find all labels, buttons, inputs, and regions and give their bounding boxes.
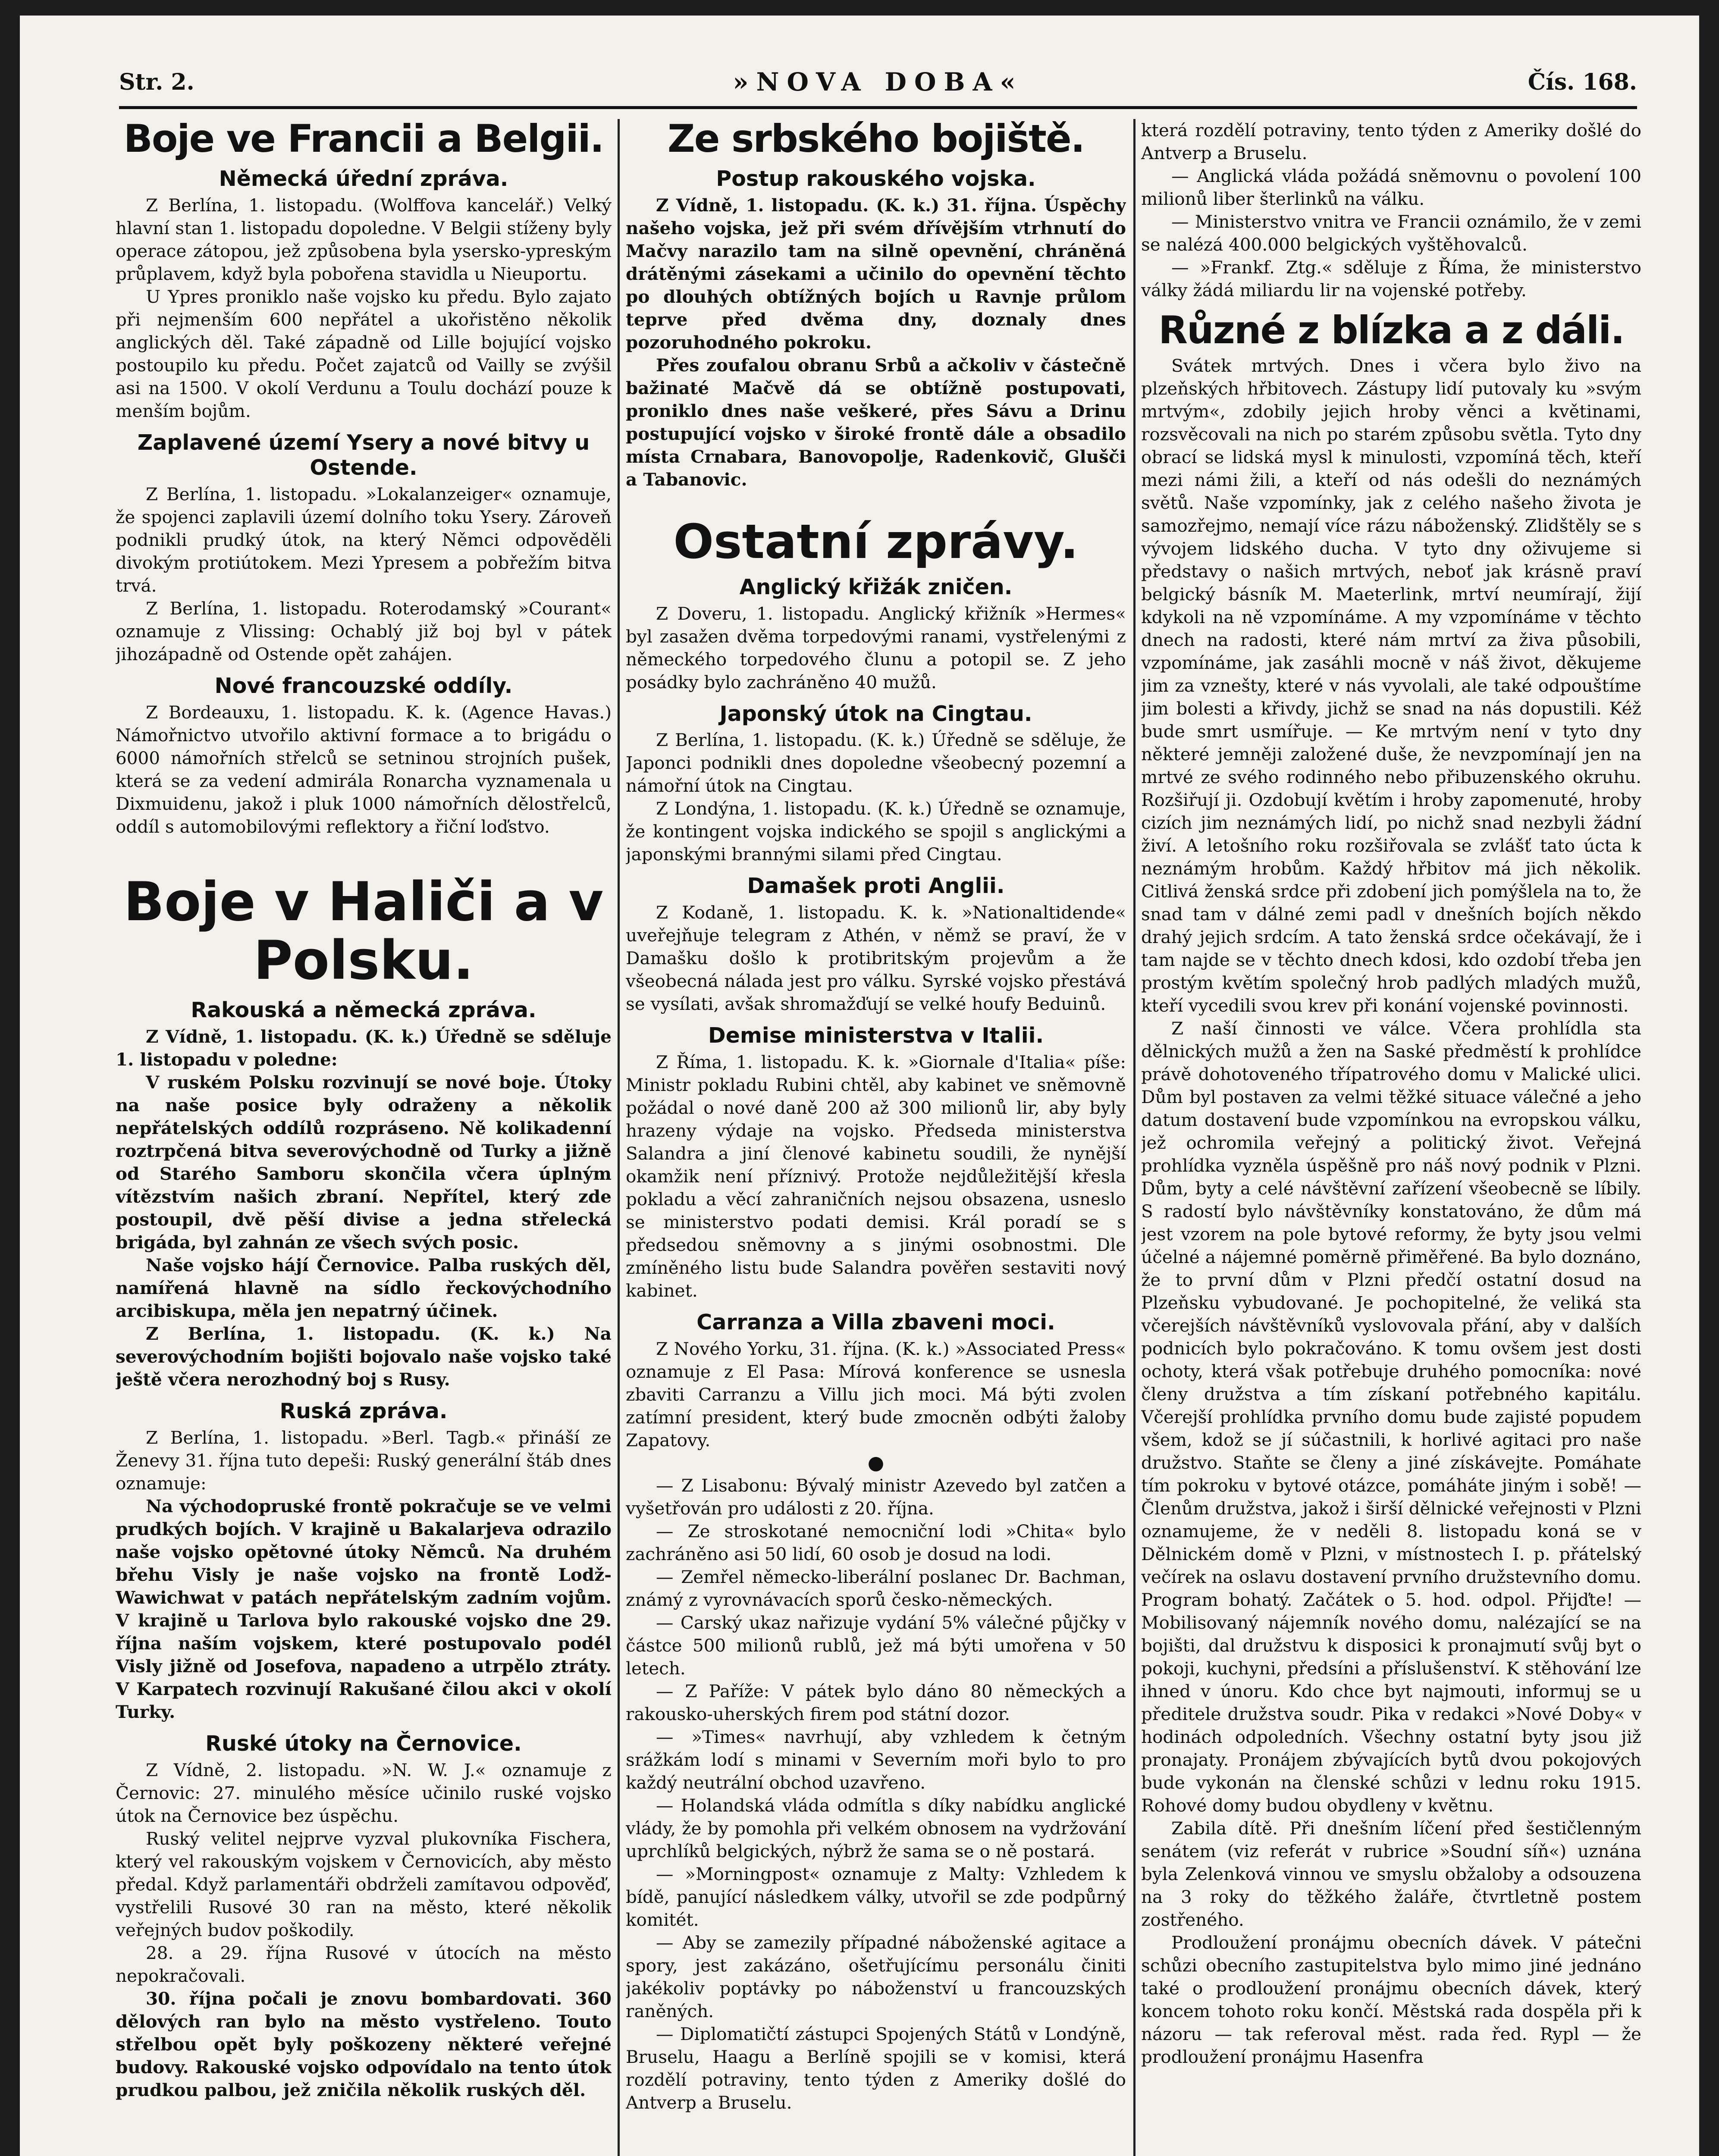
article-paragraph: Z Vídně, 1. listopadu. (K. k.) 31. října. Úspěchy našeho vojska, jež při svém dřívějším vtrhnutí do Mačvy narazilo tam na silně opevnění, chráněná drátěnými zásekami a učinilo do opevnění těchto po dlouhých obtížných bojích u Ravnje průlom teprve před dvěma dny, doznaly dnes pozoruhodného pokroku. (626, 195, 1126, 353)
article-paragraph: Z Londýna, 1. listopadu. (K. k.) Úředně se oznamuje, že kontingent vojska indického se spojil s anglickými a japonskými brannými silami před Cingtau. (626, 798, 1126, 865)
news-snippet: — »Frankf. Ztg.« sděluje z Říma, že ministerstvo války žádá miliardu lir na vojenské potřeby. (1141, 257, 1641, 301)
headline-serbian-front: Ze srbského bojiště. (667, 119, 1085, 161)
article-paragraph: Z Vídně, 2. listopadu. »N. W. J.« oznamuje z Černovic: 27. minulého měsíce učinilo ruské vojsko útok na Černovice bez úspěchu. (116, 1759, 612, 1826)
article-paragraph: Na východopruské frontě pokračuje se ve velmi prudkých bojích. V krajině u Bakalarjeva odrazilo naše vojsko opětovné útoky Němců. Na druhém břehu Visly je naše vojsko na frontě Lodž-Wawichwat v patách nepřátelským zadním vojům. V krajině u Tarlova bylo rakouské vojsko dne 29. října naším vojskem, které postupovalo podél Visly jižně od Josefova, napadeno a utrpělo ztráty. V Karpatech rozvinují Rakušané čilou akci v okolí Turky. (116, 1496, 612, 1723)
article-paragraph: Z Berlína, 1. listopadu. »Lokalanzeiger« oznamuje, že spojenci zaplavili území dolního toku Ysery. Zároveň podnikli prudký útok, na který Němci odpověděli divokým protiútokem. Mezi Ypresem a pobřežím bitva trvá. (116, 483, 612, 596)
news-snippet: — Ministerstvo vnitra ve Francii oznámilo, že v zemi se nalézá 400.000 belgických vyštěhovalců. (1141, 211, 1641, 255)
article-paragraph: Z Bordeauxu, 1. listopadu. K. k. (Agence Havas.) Námořnictvo utvořilo aktivní formace a to brigádu o 6000 námořních střelců se setninou strojních pušek, která se za vedení admirála Ronarcha vyznamenala u Dixmuidenu, jakož i pluk 1000 námořních dělostřelců, oddíl s automobilovými reflektory a řiční loďstvo. (116, 702, 612, 837)
article-paragraph: Z Berlína, 1. listopadu. »Berl. Tagb.« přináší ze Ženevy 31. října tuto depeši: Ruský generální štáb dnes oznamuje: (116, 1427, 612, 1494)
news-snippet: — Aby se zamezily případné náboženské agitace a spory, jest zakázáno, ošetřujícímu personálu činiti jakékoliv poptávky po náboženství u francouzských raněných. (626, 1932, 1126, 2021)
article-paragraph: 30. října počali je znovu bombardovati. 360 dělových ran bylo na město vystřeleno. Touto střelbou opět byly poškozeny některé veřejné budovy. Rakouské vojsko odpovídalo na tento útok prudkou palbou, jež zničila několik ruských děl. (116, 1988, 612, 2100)
subheading: Japonský útok na Cingtau. (719, 701, 1032, 726)
article-paragraph: Z Berlína, 1. listopadu. (K. k.) Na severovýchodním bojišti bojovalo naše vojsko také ještě včera nerozhodný boj s Rusy. (116, 1323, 612, 1390)
article-paragraph: Zabila dítě. Při dnešním líčení před šestičlenným senátem (viz referát v rubrice »Soudní síň«) uznána byla Zelenková vinnou ve smyslu obžaloby a odsouzena na 3 roky do těžkého žaláře, čtvrtletně postem zostřeného. (1141, 1818, 1641, 1930)
newspaper-page (20, 16, 1699, 2156)
subheading: Postup rakouského vojska. (716, 166, 1036, 191)
news-snippet: — Z Paříže: V pátek bylo dáno 80 německých a rakousko-uherských firem pod státní dozor. (626, 1680, 1126, 1724)
subheading: Anglický křižák zničen. (739, 574, 1013, 599)
news-snippet: — Z Lisabonu: Bývalý ministr Azevedo byl zatčen a vyšetřován pro události z 20. října. (626, 1475, 1126, 1519)
subheading: Nové francouzské oddíly. (214, 673, 513, 698)
article-paragraph: Z Vídně, 1. listopadu. (K. k.) Úředně se sděluje 1. listopadu v poledne: (116, 1026, 612, 1070)
newspaper-title: »NOVA DOBA« (733, 67, 1023, 97)
article-paragraph: Z Kodaně, 1. listopadu. K. k. »Nationaltidende« uveřejňuje telegram z Athén, v němž se praví, že v Damašku došlo k protibritským projevům a že všeobecná nálada jest pro válku. Syrské vojsko přestává se vysílati, avšak shromažďují se velké houfy Beduinů. (626, 902, 1126, 1015)
article-paragraph: Prodloužení pronájmu obecních dávek. V pátečni schůzi obecního zastupitelstva bylo mimo jiné jednáno také o prodloužení pronájmu obecních dávek, který koncem tohoto roku končí. Městská rada dospěla při k názoru — tak referoval měst. rada řed. Rypl — že prodloužení pronájmu Hasenfra (1141, 1932, 1641, 2068)
article-paragraph: Z Doveru, 1. listopadu. Anglický křižník »Hermes« byl zasažen dvěma torpedovými ranami, vystřelenými z německého torpedového člunu a potopil se. Z jeho posádky bylo zachráněno 40 mužů. (626, 603, 1126, 693)
issue-number: Čís. 168. (1528, 69, 1637, 95)
subheading: Ruská zpráva. (279, 1399, 448, 1424)
separator-bullet: ● (867, 1451, 885, 1474)
news-snippet: — Holandská vláda odmítla s díky nabídku anglické vlády, že by pomohla při velkém obnosem na vydržování uprchlíků belgických, nýbrž že sama se o ně postará. (626, 1795, 1126, 1861)
page-number: Str. 2. (119, 69, 194, 95)
news-snippet: — Zemřel německo-liberální poslanec Dr. Bachman, známý z vyrovnávacích sporů česko-německých. (626, 1566, 1126, 1610)
article-paragraph: Svátek mrtvých. Dnes i včera bylo živo na plzeňských hřbitovech. Zástupy lidí putovaly ku »svým mrtvým«, zdobily jejich hroby věnci a květinami, rozsvěcovali na nich po starém způsobu světla. Tyto dny obrací se lidská mysl k minulosti, vzpomíná těch, kteří mezi námi žili, a kteří od nás odešli do neznámých světů. Naše vzpomínky, jak z celého našeho života je samozřejmo, nemají více rázu náboženský. Zlidštěly se s vývojem lidského ducha. V tyto dny oživujeme si představy o našich mrtvých, neboť jak krásně praví belgický básník M. Maeterlink, mrtví neumírají, žijí kdykoli na ně vzpomínáme. A my vzpomínáme v těchto dnech na radosti, které nám mrtví za živa působili, vzpomínáme, jak zasáhli mocně v náš život, děkujeme jim za vznešty, které v nás vyvolali, ale také odpouštíme jim bolesti a křivdy, jichž se snad na nás dopustili. Kéž bude smrt usmířuje. — Ke mrtvým není v tyto dny některé jemněji založené duše, že nevzpomínají jen na mrtvé ze svého rodinného nebo přibuzenského okruhu. Rozšiřují ji. Ozdobují květím i hroby zapomenuté, hroby cizích jim neznámých lidí, po nichž snad nezbyli žádní živí. A letošního roku rozšiřovala se zvlášť tato úcta k neznámým hrobům. Každý hřbitov má jich několik. Citlivá ženská srdce při zdobení jich pomýšlela na to, že snad tam v dálné zemi padl v dnešních bojích někdo drahý jejich srdcím. A tato ženská srdce očekávají, že i tam najde se v těchto dnech kdosi, kdo ozdobí třeba jen prostým květím společný hrob padlých mladých mužů, kteří vycedili svou krev při konání vojenské povinnosti. (1141, 355, 1641, 1016)
news-snippet: která rozdělí potraviny, tento týden z Ameriky došlé do Antverp a Bruselu. (1141, 120, 1641, 163)
column-rule (1133, 119, 1136, 2156)
article-paragraph: V ruském Polsku rozvinují se nové boje. Útoky na naše posice byly odraženy a několik nepřátelských oddílů rozpráseno. Ně kolikadenní roztrpčená bitva severovýchodně od Turky a jižně od Starého Samboru skončila včera úplným vítězstvím našich zbraní. Nepřítel, který zde postoupil, dvě pěší divise a jedna střelecká brigáda, byl zahnán ze všech svých posic. (116, 1072, 612, 1253)
column-rule (618, 119, 620, 2156)
masthead (119, 54, 1637, 109)
headline-misc-news: Různé z blízka a z dáli. (1158, 308, 1624, 352)
news-snippet: — Anglická vláda požádá sněmovnu o povolení 100 milionů liber šterlinků na válku. (1141, 166, 1641, 209)
subheading: Carranza a Villa zbaveni moci. (696, 1310, 1055, 1335)
news-snippet: — Ze stroskotané nemocniční lodi »Chita« bylo zachráněno asi 50 lidí, 60 osob je dosud na lodi. (626, 1520, 1126, 1564)
news-snippet: — Diplomatičtí zástupci Spojených Států v Londýně, Bruselu, Haagu a Berlíně spojili se v komisi, která rozdělí potraviny, tento týden z Ameriky došlé do Antverp a Bruselu. (626, 2023, 1126, 2113)
article-paragraph: 28. a 29. října Rusové v útocích na město nepokračovali. (116, 1942, 612, 1986)
article-paragraph: Z Říma, 1. listopadu. K. k. »Giornale d'Italia« píše: Ministr pokladu Rubini chtěl, aby kabinet ve sněmovně požádal o nové daně 200 až 300 milionů lir, aby byly hrazeny výdaje na vojsko. Předseda ministerstva Salandra a jiní členové kabinetu soudili, že nynější okamžik není příznivý. Protože nejdůležitější křesla pokladu a věcí zahraničních nejsou obsazena, usneslo se ministerstvo podati demisi. Král poradí se s předsedou sněmovny a s jinými osobnostmi. Dle zmíněného listu bude Salandra pověřen sestaviti nový kabinet. (626, 1051, 1126, 1301)
article-paragraph: Naše vojsko hájí Černovice. Palba ruských děl, namířená hlavně na sídlo řeckovýchodního arcibiskupa, měla jen nepatrný účinek. (116, 1255, 612, 1322)
news-snippet: — »Times« navrhují, aby vzhledem k četným srážkám lodí s minami v Severním moři bylo to pro každý neutrální obchod uzavřeno. (626, 1726, 1126, 1793)
subheading: Německá úřední zpráva. (219, 166, 508, 191)
article-paragraph: U Ypres proniklo naše vojsko ku předu. Bylo zajato při nejmenším 600 nepřátel a ukořistěno několik anglických děl. Také západně od Lille bojující vojsko postoupilo ku předu. Počet zajatců od Vailly se zvýšil asi na 1500. V okolí Verdunu a Toulu dochází pouze k menším bojům. (116, 286, 612, 422)
subheading: Rakouská a německá zpráva. (191, 998, 536, 1023)
headline-galicia-poland: Boje v Haliči a v Polsku. (123, 871, 604, 992)
headline-france-belgium: Boje ve Francii a Belgii. (123, 119, 604, 161)
subheading: Demise ministerstva v Italii. (708, 1023, 1044, 1048)
column-3 (1141, 119, 1641, 2156)
subheading: Zaplavené území Ysery a nové bitvy u Ostende. (137, 430, 590, 480)
article-paragraph: Z Berlína, 1. listopadu. (Wolffova kancelář.) Velký hlavní stan 1. listopadu dopoledne. V Belgii stíženy byly operace zátopou, jež způsobena byla ysersko-ypreským průplavem, když byla pobořena stavidla u Nieuportu. (116, 195, 612, 285)
article-paragraph: Z naší činnosti ve válce. Včera prohlídla sta dělnických mužů a žen na Saské předměstí k prohlídce právě dohotoveného třípatrového domu v Malické ulici. Dům byl postaven za velmi těžké situace válečné a jeho datum dostavení bude vzpomínkou na evropskou válku, jež ochromila veřejný a politický život. Veřejná prohlídka vyzněla úspěšně pro náš nový podnik v Plzni. Dům, byty a celé návštěvní zařízení všeobecně se líbily. S radostí bylo návštěvníky konstatováno, že dům má jest vzorem na pole bytové reformy, že byty jsou velmi účelné a nájemné poměrně přiměřené. Ba bylo doznáno, že to první dům v Plzni předčí ostatní dosud na Plzeňsku vybudované. Je pochopitelné, že veliká sta včerejších návštěvníků vyslovovala přání, aby v dalších podnicích bylo pokračováno. K tomu ovšem jest dosti ochoty, která však potřebuje druhého pomocníka: nové členy družstva a tím získaní potřebného kapitálu. Včerejší prohlídka prvního domu bude zajisté popudem všem, kdož se jí súčastnili, k horlivé agitaci pro naše družstvo. Staňte se členy a jiné získávejte. Pomáhate tím pokroku v bytové otázce, pomáháte jiným i sobě! — Členům družstva, jakož i širší dělnické veřejnosti v Plzni oznamujeme, že v neděli 8. listopadu koná se v Dělnickém domě v Plzni, v místnostech I. p. přátelský večírek na oslavu dostavení prvního družstevního domu. Program bohatý. Začátek o 5. hod. odpol. Přijďte! — Mobilisovaný nájemník nového domu, nalézající se na bojišti, dal družstvu k disposici k pronajmutí svůj byt o pokoji, kuchyni, předsíni a příslušenství. K stěhování lze ihned v únoru. Kdo chce byt najmouti, informuj se u předitele družstva soudr. Pika v redakci »Nové Doby« v hodinách odpoledních. Všechny ostatní byty jsou již pronajaty. Pronájem zbývajících bytů dvou pokojových bude vykonán na členské schůzi v lednu roku 1915. Rohové domy budou obydleny v květnu. (1141, 1018, 1641, 1816)
article-paragraph: Z Berlína, 1. listopadu. Roterodamský »Courant« oznamuje z Vlissing: Ochablý již boj byl v pátek jihozápadně od Ostende opět zahájen. (116, 598, 612, 664)
subheading: Ruské útoky na Černovice. (205, 1731, 522, 1756)
article-paragraph: Ruský velitel nejprve vyzval plukovníka Fischera, který vel rakouským vojskem v Černovicích, aby město předal. Když parlamentáři obdrželi zamítavou odpověď, vystřelili Rusové 30 ran na město, které několik veřejných budov poškodily. (116, 1828, 612, 1940)
headline-other-news: Ostatní zprávy. (673, 514, 1079, 570)
news-snippet: — »Morningpost« oznamuje z Malty: Vzhledem k bídě, panující následkem války, utvořil se zde podpůrný komitét. (626, 1863, 1126, 1930)
subheading: Damašek proti Anglii. (747, 874, 1005, 899)
article-paragraph: Z Berlína, 1. listopadu. (K. k.) Úředně se sděluje, že Japonci podnikli dnes dopoledne všeobecný pozemní a námořní útok na Cingtau. (626, 730, 1126, 796)
article-paragraph: Přes zoufalou obranu Srbů a ačkoliv v částečně bažinaté Mačvě dá se obtížně postupovati, proniklo dnes naše veškeré, přes Sávu a Drinu postupující vojsko v široké frontě dále a obsadilo místa Crnabara, Banovopolje, Radenkovič, Glušči a Tabanovic. (626, 355, 1126, 490)
column-2 (626, 119, 1126, 2156)
column-1 (116, 119, 612, 2156)
news-snippet: — Carský ukaz nařizuje vydání 5% válečné půjčky v částce 500 milionů rublů, jež má býti umořena v 50 letech. (626, 1612, 1126, 1679)
article-paragraph: Z Nového Yorku, 31. října. (K. k.) »Associated Press« oznamuje z El Pasa: Mírová konference se usnesla zbaviti Carranzu a Villu jich moci. Má býti zvolen zatímní president, který bude zmocněn odbýti žaloby Zapatovy. (626, 1338, 1126, 1451)
